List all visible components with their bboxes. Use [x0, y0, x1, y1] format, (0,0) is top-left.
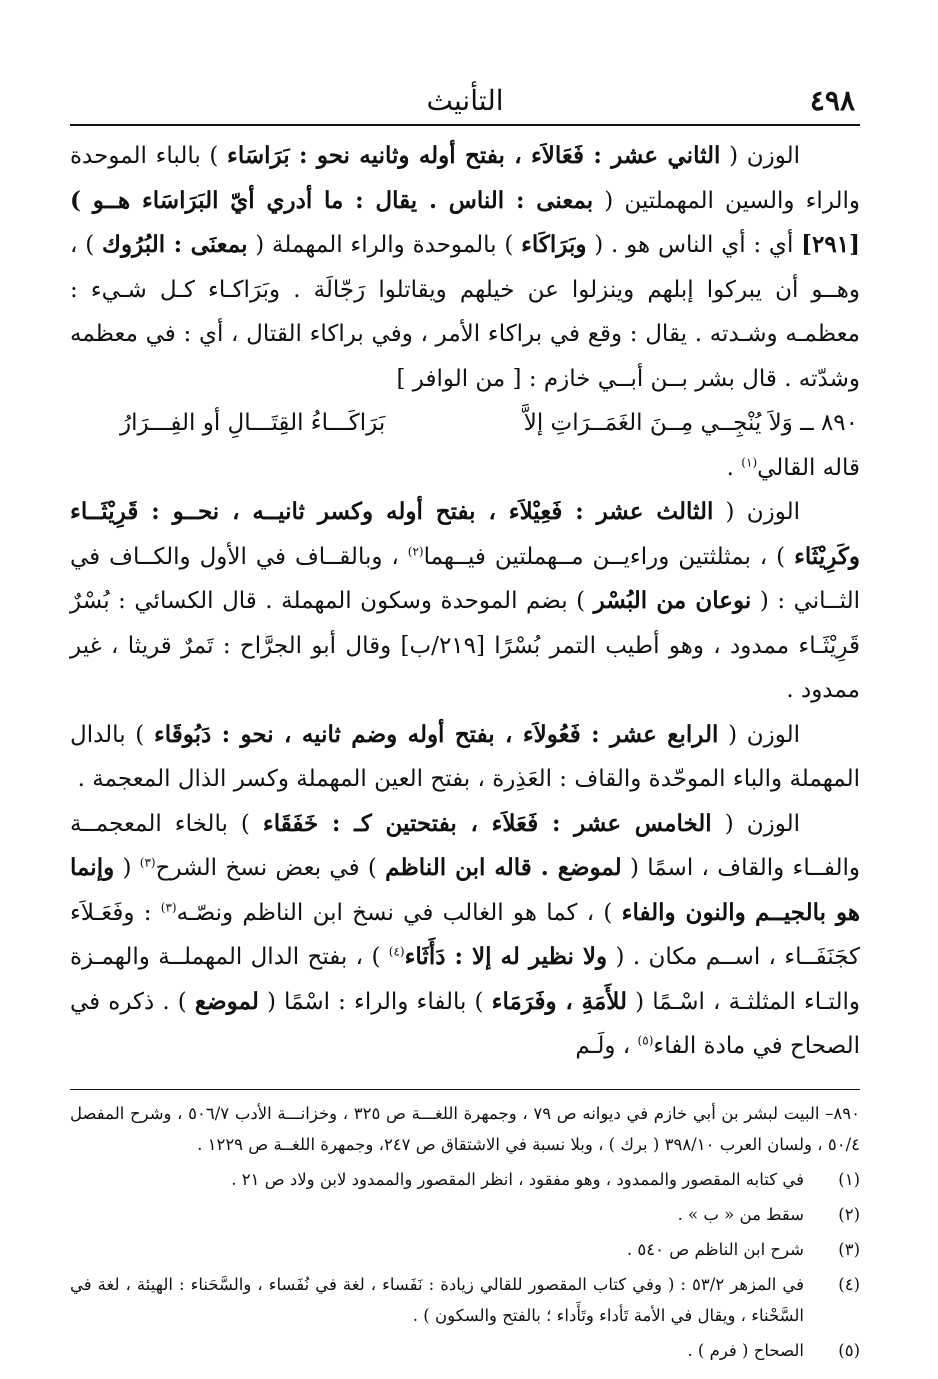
- text-run: ) في بعض نسخ الشرح: [155, 855, 386, 881]
- footnote-marker[interactable]: (٣): [160, 899, 177, 914]
- matn-run: لموضع . قاله ابن الناظم: [385, 854, 622, 881]
- text-run: ) ، بمثلثتين وراءيــن مــهملتين فيــهما: [423, 543, 795, 570]
- footnote-marker[interactable]: (١): [741, 454, 758, 469]
- matn-run: الثالث عشر : فَعِيْلاَء ، بفتح أوله وكسر ثانيــه ، نحــو : قَرِيْثَــاء: [70, 498, 714, 525]
- text-run: وشرح المفصل ٥٠/٤ ، ولسان العرب ٣٩٨/١٠ ( برك ) ، وبلا نسبة في الاشتقاق ص ٢٤٧، وجمهرة اللغــة: [70, 1103, 860, 1154]
- footnote-2: [70, 1199, 860, 1230]
- footnote-text: في المزهر ٥٣/٢ : ( وفي كتاب المقصور للقالي زيادة : نَفَساء ، لغة في نُفَساء ، والسَّحَناء : الهيئة ، لغة في السَّحْناء ، ويقال في الأمة تَأداء وتَأَداء ؛ بالفتح والسكون ) .: [70, 1274, 804, 1325]
- text-run: (: [114, 855, 140, 881]
- footnote-marker[interactable]: (٥): [637, 1033, 654, 1048]
- footnote-number: (٢): [838, 1204, 860, 1224]
- manuscript-folio-ref: ) [٢٩١]: [70, 186, 860, 258]
- matn-run: الخامس عشر : فَعَلاَء ، بفتحتين كـ : خَفَقَاء: [262, 809, 712, 837]
- matn-run: وإنما هو بالجيــم: [70, 854, 860, 926]
- paragraph-pattern-14: [70, 713, 860, 802]
- text-run: مكان . (: [607, 944, 698, 970]
- verse-source-note: [70, 1098, 860, 1160]
- text-run: خازم : [ من الوافر ]: [396, 365, 591, 392]
- text-run: ) . ذكره في الصحاح في مادة الفاء: [70, 988, 860, 1059]
- matn-run: ولا نظير له إلا : دَأَثَاء: [404, 943, 608, 970]
- matn-run: الرابع عشر : فَعُولاَء ، بفتح أوله وضم ثانيه ، نحو : دَبُوقَاء: [153, 720, 719, 748]
- main-text: [70, 134, 860, 1069]
- paragraph-pattern-15: [70, 802, 860, 1069]
- text-run: ) ، وهــو أن: [70, 232, 861, 303]
- text-run: والراء والسين المهملتين (: [593, 187, 861, 214]
- text-run: (: [627, 988, 645, 1015]
- text-run: الوزن (: [718, 721, 801, 748]
- footnote-marker[interactable]: (٣): [139, 855, 156, 870]
- text-run: ) بالخاء المعجمــة والفــاء: [70, 810, 860, 881]
- text-run: .: [726, 454, 742, 481]
- text-run: ، ولَـم: [575, 1033, 638, 1059]
- footnote-1: [70, 1164, 860, 1195]
- text-run: ) ، كما هو الغالب في نسخ ابن الناظم ونصّـه: [176, 899, 622, 926]
- matn-run: وبَرَاكَاء: [521, 231, 587, 258]
- footnote-3: [70, 1234, 860, 1265]
- text-run: ) بالباء الموحدة: [70, 143, 228, 169]
- running-title: التأنيث: [426, 84, 504, 117]
- footnote-5: [70, 1335, 860, 1366]
- footnote-number: (١): [838, 1169, 860, 1189]
- text-run: وهو أطيب التمر بُسْرًا [٢١٩/ب] وقال أبو الجرَّاح : تَمرٌ قريثا ، غير ممدود .: [70, 632, 860, 703]
- book-page: [70, 80, 861, 1360]
- text-run: قاله القالي: [757, 454, 860, 481]
- text-run: ) بضم الموحدة وسكون المهملة . قال الكسائي : بُسْرٌ قَرِيْثَـاء ممدود ،: [70, 588, 861, 659]
- page-number: ٤٩٨: [809, 84, 855, 117]
- text-run: يقال : وقع في براكاء الأمر ، وفي براكاء القتال ، أي : في معظمه وشدّته . قال بشر بــن أبــي: [70, 321, 860, 392]
- text-run: ) بالموحدة والراء المهملة (: [247, 232, 522, 258]
- footnote-number: (٤): [838, 1274, 860, 1294]
- footnote-text: شرح ابن الناظم ص ٥٤٠ .: [626, 1239, 804, 1259]
- text-run: ٨٩٠– البيت لبشر بن أبي خازم في ديوانه ص ٧٩ ، وجمهرة اللغـــة ص ٣٢٥ ، وخزانـــة الأدب ٥٠٦/٧ ،: [177, 1103, 860, 1123]
- paragraph-pattern-12: [70, 134, 860, 401]
- footnotes: [70, 1098, 860, 1366]
- text-run: الوزن (: [713, 499, 800, 525]
- text-run: ) ، بفتح الدال المهملــة والهمـزة والتـاء المثلثـة ، اسْـمًا: [70, 944, 860, 1015]
- footnote-number: (٣): [838, 1239, 860, 1259]
- footnote-marker[interactable]: (٢): [407, 543, 424, 558]
- text-run: ص ١٢٢٩ .: [197, 1134, 269, 1154]
- matn-run: وكَرِيْثَاء: [794, 542, 861, 570]
- text-run: الوزن (: [720, 143, 800, 169]
- text-run: : وفَعَـلاَء كجَنَفَــاء ، اســم: [70, 899, 861, 970]
- footnote-text: الصحاح ( فرم ) .: [687, 1340, 804, 1360]
- footnote-4: [70, 1269, 860, 1331]
- matn-run: والنون والفاء: [621, 898, 746, 926]
- text-run: ) بالفاء والراء : اسْمًا (: [258, 988, 492, 1015]
- text-run: ) بالدال: [70, 721, 154, 748]
- text-run: (: [751, 588, 769, 614]
- footnote-text: سقط من « ب » .: [677, 1204, 804, 1224]
- matn-run: لموضع: [194, 987, 259, 1015]
- text-run: يبركوا إبلهم وينزلوا عن خيلهم ويقاتلوا رَجّالَة . وبَرَاكـاء كـل شـيء : معظمـه وشـدته .: [70, 276, 861, 347]
- footnote-number: (٥): [838, 1340, 860, 1360]
- text-run: والقاف ، اسمًا (: [621, 855, 785, 881]
- running-head: [70, 80, 860, 126]
- text-run: الوزن (: [711, 810, 800, 837]
- text-run: أي : أي الناس هو . (: [586, 232, 794, 258]
- matn-run: للأَمَةِ ، وفَرَمَاء: [491, 987, 627, 1015]
- text-run: المهملة والباء الموحّدة والقاف : العَذِرة ، بفتح العين المهملة وكسر الذال المعجمة .: [77, 766, 860, 792]
- poetry-verse-890: [70, 401, 860, 446]
- paragraph-pattern-13: [70, 490, 860, 713]
- matn-run: بمعنَى : البُرُوك: [102, 231, 248, 258]
- verse-attribution: [70, 446, 860, 491]
- footnote-separator: [70, 1089, 860, 1090]
- verse-first-hemistich: ٨٩٠ ــ وَلاَ يُنْجِــي مِــنَ الغَمَــرَاتِ إلاَّ: [523, 410, 858, 436]
- matn-run: بمعنى : الناس . يقال : ما أدري أيّ البَرَاسَاء هــو: [92, 186, 594, 214]
- matn-run: الثاني عشر : فَعَالاَء ، بفتح أوله وثانيه نحو : بَرَاسَاء: [227, 142, 721, 169]
- footnote-marker[interactable]: (٤): [388, 944, 405, 959]
- text-run: ، وبالقــاف في الأول والكــاف في الثــاني :: [70, 543, 860, 614]
- footnote-text: في كتابه المقصور والممدود ، وهو مفقود ، انظر المقصور والممدود لابن ولاد ص ٢١ .: [231, 1169, 804, 1189]
- matn-run: نوعان من البُسْر: [593, 587, 752, 614]
- verse-second-hemistich: بَرَاكَـــاءُ القِتَـــالِ أو الفِـــرَارُ: [120, 410, 386, 436]
